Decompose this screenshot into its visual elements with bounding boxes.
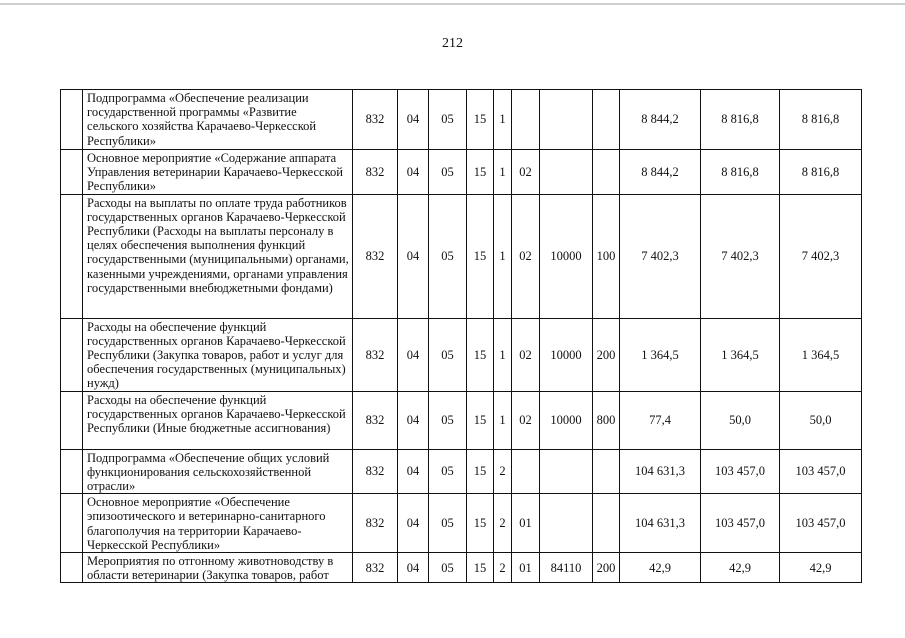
subsection-code-cell: 05 xyxy=(429,553,467,583)
subsection-code-cell: 05 xyxy=(429,194,467,318)
expense-direction-cell xyxy=(540,494,593,553)
subsection-code-cell: 05 xyxy=(429,494,467,553)
amount-year1-cell: 104 631,3 xyxy=(620,449,701,494)
item-name-cell: Расходы на обеспечение функций государственных органов Карачаево-Черкесской Республики (Иные бюджетные ассигнования) xyxy=(83,391,353,449)
amount-year1-cell: 8 844,2 xyxy=(620,90,701,150)
amount-year3-cell: 1 364,5 xyxy=(780,318,862,391)
amount-year2-cell: 1 364,5 xyxy=(701,318,780,391)
program-code-cell: 15 xyxy=(467,194,494,318)
ministry-code-cell: 832 xyxy=(353,150,398,195)
amount-year2-cell: 50,0 xyxy=(701,391,780,449)
event-code-cell: 02 xyxy=(512,318,540,391)
blank-margin-cell xyxy=(61,194,83,318)
expense-type-cell: 200 xyxy=(593,318,620,391)
section-code-cell: 04 xyxy=(398,150,429,195)
amount-year3-cell: 42,9 xyxy=(780,553,862,583)
section-code-cell: 04 xyxy=(398,318,429,391)
section-code-cell: 04 xyxy=(398,449,429,494)
top-edge-rule xyxy=(0,3,905,5)
section-code-cell: 04 xyxy=(398,194,429,318)
subprogram-code-cell: 1 xyxy=(494,391,512,449)
subprogram-code-cell: 1 xyxy=(494,150,512,195)
program-code-cell: 15 xyxy=(467,318,494,391)
table-row xyxy=(61,194,862,318)
ministry-code-cell: 832 xyxy=(353,194,398,318)
subprogram-code-cell: 2 xyxy=(494,449,512,494)
table-row xyxy=(61,449,862,494)
subprogram-code-cell: 1 xyxy=(494,318,512,391)
amount-year2-cell: 103 457,0 xyxy=(701,494,780,553)
blank-margin-cell xyxy=(61,494,83,553)
item-name-cell: Основное мероприятие «Обеспечение эпизоотического и ветеринарно-санитарного благополучия на территории Карачаево-Черкесской Республики» xyxy=(83,494,353,553)
blank-margin-cell xyxy=(61,449,83,494)
table-body xyxy=(61,90,862,583)
amount-year3-cell: 7 402,3 xyxy=(780,194,862,318)
amount-year1-cell: 8 844,2 xyxy=(620,150,701,195)
subsection-code-cell: 05 xyxy=(429,391,467,449)
subsection-code-cell: 05 xyxy=(429,449,467,494)
subsection-code-cell: 05 xyxy=(429,150,467,195)
subsection-code-cell: 05 xyxy=(429,318,467,391)
table-row xyxy=(61,150,862,195)
amount-year1-cell: 7 402,3 xyxy=(620,194,701,318)
table-row xyxy=(61,90,862,150)
event-code-cell: 01 xyxy=(512,494,540,553)
subprogram-code-cell: 2 xyxy=(494,553,512,583)
program-code-cell: 15 xyxy=(467,553,494,583)
expense-direction-cell: 10000 xyxy=(540,391,593,449)
amount-year3-cell: 8 816,8 xyxy=(780,90,862,150)
program-code-cell: 15 xyxy=(467,494,494,553)
subprogram-code-cell: 1 xyxy=(494,194,512,318)
program-code-cell: 15 xyxy=(467,150,494,195)
expense-type-cell: 200 xyxy=(593,553,620,583)
subsection-code-cell: 05 xyxy=(429,90,467,150)
section-code-cell: 04 xyxy=(398,553,429,583)
expense-direction-cell: 10000 xyxy=(540,194,593,318)
amount-year3-cell: 103 457,0 xyxy=(780,449,862,494)
blank-margin-cell xyxy=(61,553,83,583)
table-row xyxy=(61,494,862,553)
amount-year3-cell: 103 457,0 xyxy=(780,494,862,553)
expense-direction-cell: 84110 xyxy=(540,553,593,583)
program-code-cell: 15 xyxy=(467,449,494,494)
subprogram-code-cell: 2 xyxy=(494,494,512,553)
event-code-cell xyxy=(512,90,540,150)
event-code-cell: 02 xyxy=(512,150,540,195)
expense-type-cell xyxy=(593,449,620,494)
amount-year3-cell: 8 816,8 xyxy=(780,150,862,195)
expense-type-cell: 800 xyxy=(593,391,620,449)
table-row xyxy=(61,391,862,449)
ministry-code-cell: 832 xyxy=(353,90,398,150)
blank-margin-cell xyxy=(61,90,83,150)
section-code-cell: 04 xyxy=(398,391,429,449)
expense-type-cell xyxy=(593,150,620,195)
expense-direction-cell: 10000 xyxy=(540,318,593,391)
expense-direction-cell xyxy=(540,90,593,150)
page-number: 212 xyxy=(442,36,463,51)
table-row xyxy=(61,553,862,583)
amount-year2-cell: 42,9 xyxy=(701,553,780,583)
amount-year2-cell: 103 457,0 xyxy=(701,449,780,494)
amount-year2-cell: 8 816,8 xyxy=(701,90,780,150)
item-name-cell: Подпрограмма «Обеспечение реализации государственной программы «Развитие сельского хозяйства Карачаево-Черкесской Республики» xyxy=(83,90,353,150)
expense-direction-cell xyxy=(540,449,593,494)
blank-margin-cell xyxy=(61,150,83,195)
ministry-code-cell: 832 xyxy=(353,391,398,449)
blank-margin-cell xyxy=(61,391,83,449)
program-code-cell: 15 xyxy=(467,90,494,150)
amount-year1-cell: 42,9 xyxy=(620,553,701,583)
amount-year2-cell: 7 402,3 xyxy=(701,194,780,318)
blank-margin-cell xyxy=(61,318,83,391)
budget-table xyxy=(60,89,862,583)
expense-type-cell xyxy=(593,494,620,553)
ministry-code-cell: 832 xyxy=(353,318,398,391)
ministry-code-cell: 832 xyxy=(353,449,398,494)
event-code-cell xyxy=(512,449,540,494)
section-code-cell: 04 xyxy=(398,494,429,553)
program-code-cell: 15 xyxy=(467,391,494,449)
item-name-cell: Расходы на обеспечение функций государственных органов Карачаево-Черкесской Республики (Закупка товаров, работ и услуг для обеспечения государственных (муниципальных) нужд) xyxy=(83,318,353,391)
event-code-cell: 02 xyxy=(512,194,540,318)
event-code-cell: 01 xyxy=(512,553,540,583)
item-name-cell: Подпрограмма «Обеспечение общих условий функционирования сельскохозяйственной отрасли» xyxy=(83,449,353,494)
amount-year1-cell: 104 631,3 xyxy=(620,494,701,553)
subprogram-code-cell: 1 xyxy=(494,90,512,150)
ministry-code-cell: 832 xyxy=(353,553,398,583)
amount-year1-cell: 1 364,5 xyxy=(620,318,701,391)
amount-year1-cell: 77,4 xyxy=(620,391,701,449)
item-name-cell: Основное мероприятие «Содержание аппарата Управления ветеринарии Карачаево-Черкесской Республики» xyxy=(83,150,353,195)
item-name-cell: Мероприятия по отгонному животноводству в области ветеринарии (Закупка товаров, работ xyxy=(83,553,353,583)
table-row xyxy=(61,318,862,391)
amount-year3-cell: 50,0 xyxy=(780,391,862,449)
section-code-cell: 04 xyxy=(398,90,429,150)
amount-year2-cell: 8 816,8 xyxy=(701,150,780,195)
ministry-code-cell: 832 xyxy=(353,494,398,553)
expense-type-cell: 100 xyxy=(593,194,620,318)
expense-direction-cell xyxy=(540,150,593,195)
event-code-cell: 02 xyxy=(512,391,540,449)
expense-type-cell xyxy=(593,90,620,150)
item-name-cell: Расходы на выплаты по оплате труда работников государственных органов Карачаево-Черкесской Республики (Расходы на выплаты персоналу в целях обеспечения выполнения функций государственными (муниципальными) органами, казенными учреждениями, органами управления государственными внебюджетными фондами) xyxy=(83,194,353,318)
